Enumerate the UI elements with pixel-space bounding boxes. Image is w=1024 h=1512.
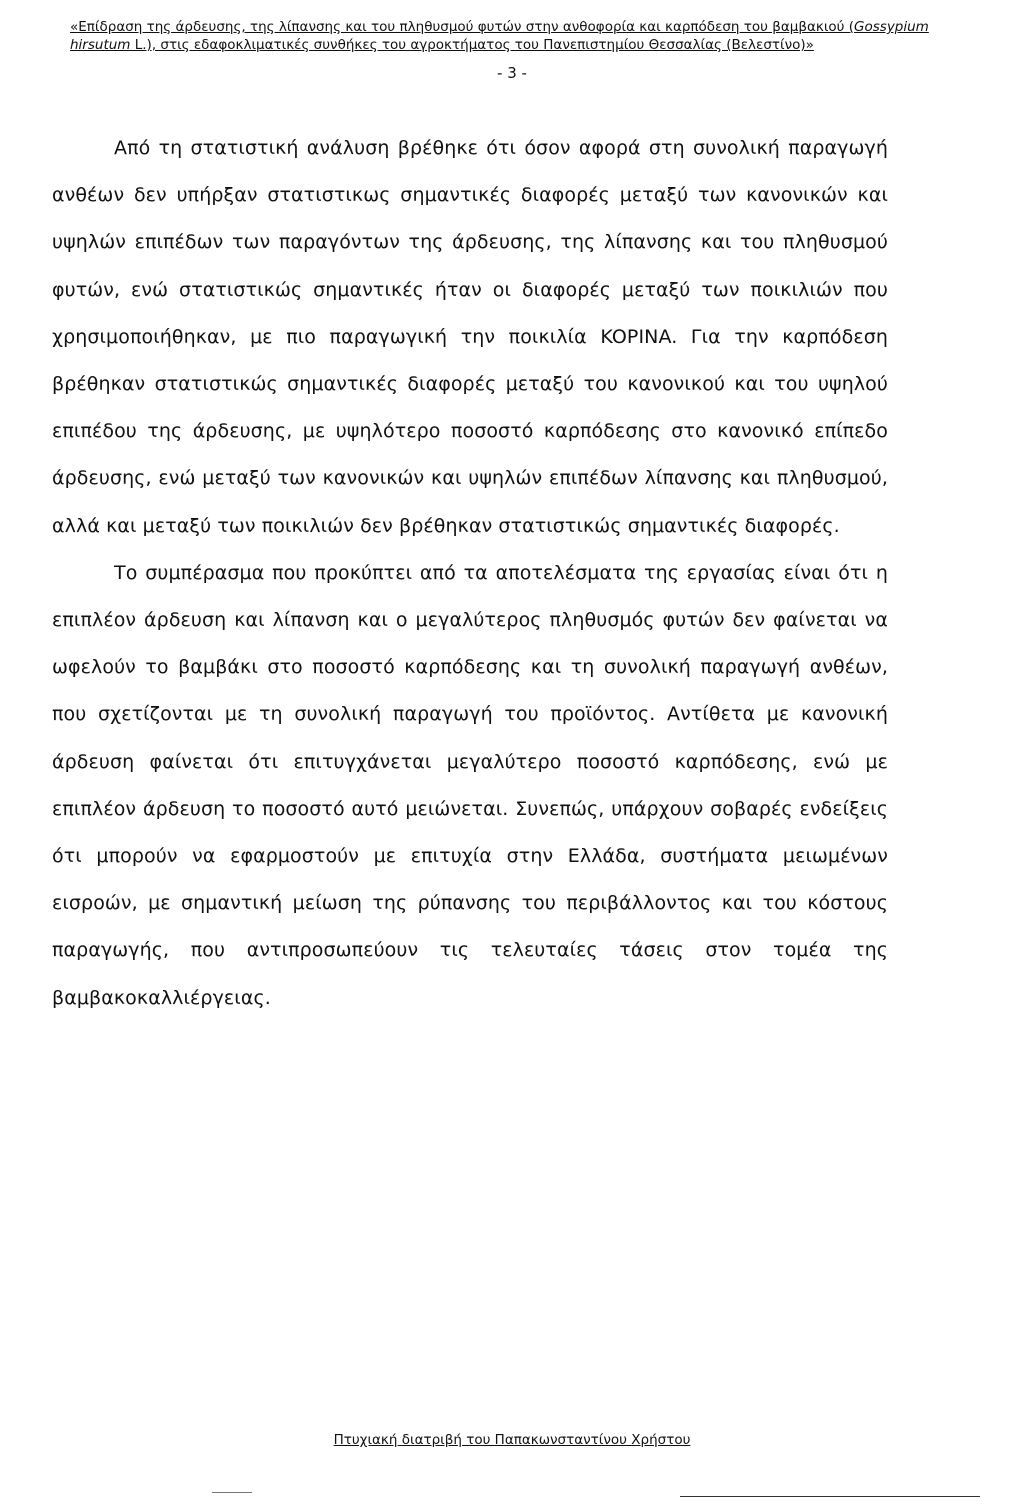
running-header-text-1: «Επίδραση της άρδευσης, της λίπανσης και του πληθυσμού φυτών στην ανθοφορία και καρπόδεση του βαμβακιού ( <box>70 19 855 35</box>
running-header <box>70 18 954 54</box>
scan-artifact-right <box>680 1496 980 1497</box>
body-text <box>52 125 888 1022</box>
running-header-line-2 <box>70 36 954 54</box>
species-name-genus: Gossypium <box>854 19 929 35</box>
page-number: - 3 - <box>497 64 527 82</box>
species-name-epithet: hirsutum <box>70 37 131 53</box>
running-header-text-2: L.), στις εδαφοκλιματικές συνθήκες του αγροκτήματος του Πανεπιστημίου Θεσσαλίας (Βελεστίνο)» <box>130 37 814 53</box>
paragraph-results: Από τη στατιστική ανάλυση βρέθηκε ότι όσον αφορά στη συνολική παραγωγή ανθέων δεν υπήρξαν στατιστικως σημαντικές διαφορές μεταξύ των κανονικών και υψηλών επιπέδων των παραγόντων της άρδευσης, της λίπανσης και του πληθυσμού φυτών, ενώ στατιστικώς σημαντικές ήταν οι διαφορές μεταξύ των ποικιλιών που χρησιμοποιήθηκαν, με πιο παραγωγική την ποικιλία KOPINA. Για την καρπόδεση βρέθηκαν στατιστικώς σημαντικές διαφορές μεταξύ του κανονικού και του υψηλού επιπέδου της άρδευσης, με υψηλότερο ποσοστό καρπόδεσης στο κανονικό επίπεδο άρδευσης, ενώ μεταξύ των κανονικών και υψηλών επιπέδων λίπανσης και πληθυσμού, αλλά και μεταξύ των ποικιλιών δεν βρέθηκαν στατιστικώς σημαντικές διαφορές. <box>52 137 888 537</box>
running-header-line-1 <box>70 18 954 36</box>
paragraph-conclusion: Το συμπέρασμα που προκύπτει από τα αποτελέσματα της εργασίας είναι ότι η επιπλέον άρδευση και λίπανση και ο μεγαλύτερος πληθυσμός φυτών δεν φαίνεται να ωφελούν το βαμβάκι στο ποσοστό καρπόδεσης και τη συνολική παραγωγή ανθέων, που σχετίζονται με τη συνολική παραγωγή του προϊόντος. Αντίθετα με κανονική άρδευση φαίνεται ότι επιτυγχάνεται μεγαλύτερο ποσοστό καρπόδεσης, ενώ με επιπλέον άρδευση το ποσοστό αυτό μειώνεται. Συνεπώς, υπάρχουν σοβαρές ενδείξεις ότι μπορούν να εφαρμοστούν με επιτυχία στην Ελλάδα, συστήματα μειωμένων εισροών, με σημαντική μείωση της ρύπανσης του περιβάλλοντος και του κόστους παραγωγής, που αντιπροσωπεύουν τις τελευταίες τάσεις στον τομέα της βαμβακοκαλλιέργειας. <box>52 561 888 1009</box>
page-footer: Πτυχιακή διατριβή του Παπακωνσταντίνου Χρήστου <box>333 1432 691 1448</box>
scan-artifact-left <box>212 1492 252 1493</box>
